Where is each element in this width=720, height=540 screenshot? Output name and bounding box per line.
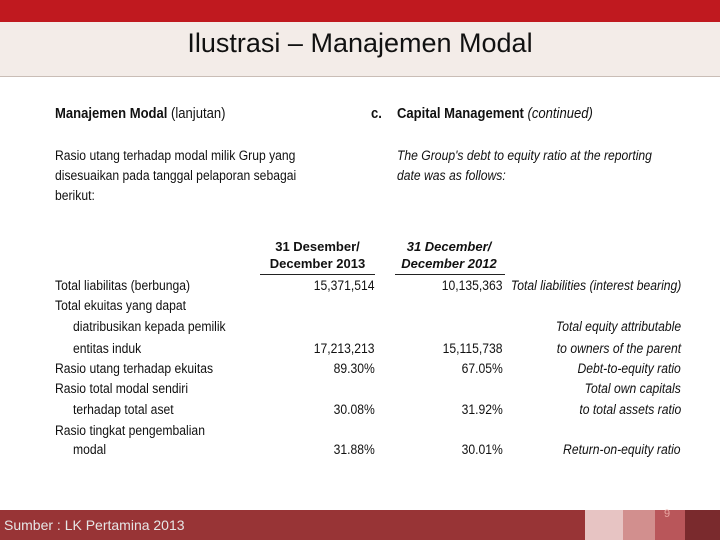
- column-header-2013-underline: [260, 274, 375, 275]
- row-label-en: Return-on-equity ratio: [563, 442, 681, 457]
- row-label-id: modal: [73, 442, 107, 457]
- row-value-2012: 30.01%: [461, 442, 503, 457]
- row-value-2012: 10,135,363: [442, 278, 503, 293]
- intro-id-line-2: disesuaikan pada tanggal pelaporan sebagai: [55, 168, 297, 183]
- row-value-2013: 17,213,213: [314, 341, 375, 356]
- section-letter: c.: [371, 106, 382, 122]
- row-label-id: Rasio total modal sendiri: [55, 381, 189, 396]
- row-label-id: entitas induk: [73, 341, 142, 356]
- row-value-2013: 31.88%: [333, 442, 375, 457]
- footer-square-light: [585, 510, 623, 540]
- column-header-2013: 31 Desember/ December 2013: [269, 239, 366, 271]
- row-value-2012: 15,115,738: [443, 341, 503, 356]
- row-label-en: Total liabilities (interest bearing): [510, 278, 681, 293]
- row-label-en: to owners of the parent: [556, 341, 681, 356]
- intro-id-line-3: berikut:: [55, 188, 95, 203]
- row-label-id: Total liabilitas (berbunga): [55, 278, 191, 293]
- row-value-2012: 67.05%: [461, 361, 503, 376]
- footer-square-medium: [623, 510, 655, 540]
- row-value-2013: 30.08%: [333, 402, 375, 417]
- row-label-id: terhadap total aset: [73, 402, 174, 417]
- row-value-2012: 31.92%: [461, 402, 503, 417]
- top-accent-bar: [0, 0, 720, 22]
- row-label-id: Rasio utang terhadap ekuitas: [55, 361, 214, 376]
- intro-id-line-1: Rasio utang terhadap modal milik Grup yang: [55, 148, 296, 163]
- row-label-id: Rasio tingkat pengembalian: [55, 423, 205, 438]
- footer-square-darkest: [685, 510, 720, 540]
- row-label-id: Total ekuitas yang dapat: [55, 298, 187, 313]
- document-image: [55, 98, 685, 460]
- row-label-id: diatribusikan kepada pemilik: [73, 319, 226, 334]
- page-number: 9: [664, 508, 671, 520]
- intro-en-line-1: The Group's debt to equity ratio at the reporting: [397, 148, 652, 163]
- row-value-2013: 15,371,514: [314, 278, 375, 293]
- row-value-2013: 89.30%: [333, 361, 375, 376]
- row-label-en: Total own capitals: [584, 381, 681, 396]
- column-header-2012: 31 December/ December 2012: [401, 239, 497, 271]
- source-note: Sumber : LK Pertamina 2013: [4, 517, 185, 533]
- intro-en-line-2: date was as follows:: [397, 168, 506, 183]
- slide-title: Ilustrasi – Manajemen Modal: [187, 28, 533, 58]
- heading-id: Manajemen Modal (lanjutan): [55, 106, 226, 122]
- column-header-2012-underline: [395, 274, 505, 275]
- row-label-en: Debt-to-equity ratio: [577, 361, 681, 376]
- heading-en: Capital Management (continued): [397, 106, 593, 122]
- row-label-en: to total assets ratio: [579, 402, 681, 417]
- row-label-en: Total equity attributable: [555, 319, 681, 334]
